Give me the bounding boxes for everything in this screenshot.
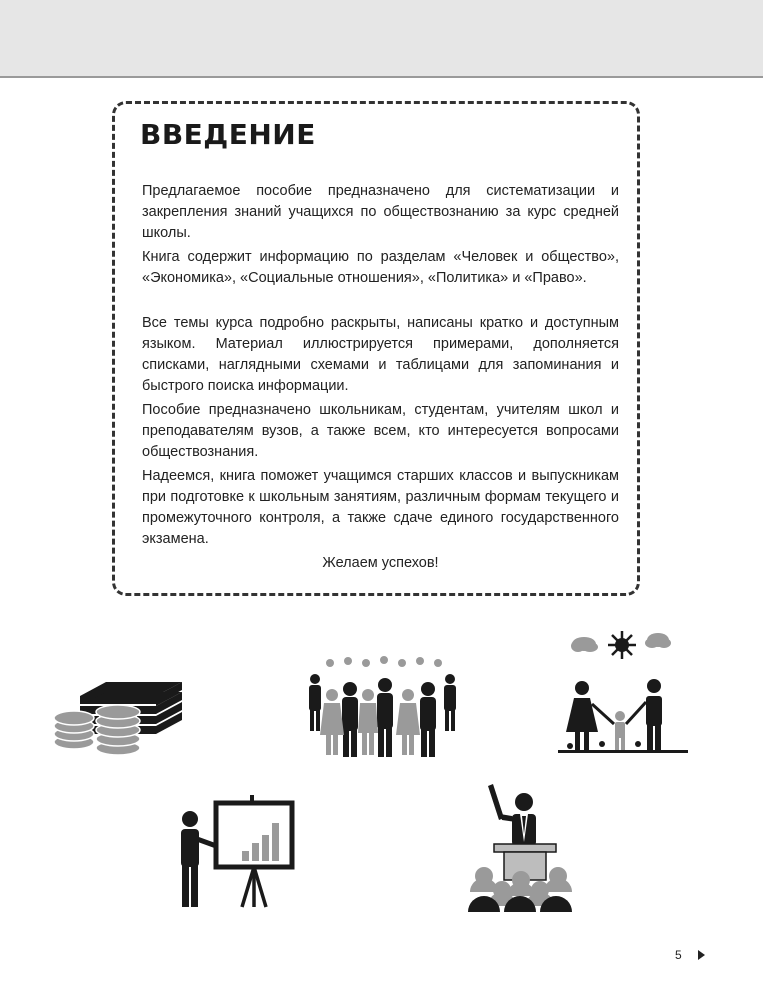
speaker-podium-icon (466, 780, 576, 915)
crowd-icon (300, 655, 470, 760)
closing-wish: Желаем успехов! (322, 555, 439, 571)
intro-paragraph: Книга содержит информацию по разделам «Человек и общество», «Экономика», «Социальные отношения», «Политика» и «Право». (142, 249, 619, 286)
page-number: 5 (675, 948, 682, 962)
header-band (0, 0, 763, 78)
intro-paragraph: Надеемся, книга поможет учащимся старших классов и выпускникам при подготовке к школьным занятиям, различным формам текущего и промежуточного контроля, а также сдаче единого государственного экзамена. (142, 468, 619, 547)
triangle-right-icon[interactable] (698, 950, 705, 960)
intro-paragraph: Пособие предназначено школьникам, студентам, учителям школ и преподавателям вузов, а также всем, кто интересуется вопросами обществознания. (142, 402, 619, 460)
money-stack-icon (52, 660, 187, 760)
family-icon (558, 628, 688, 758)
intro-paragraph: Все темы курса подробно раскрыты, написаны кратко и доступным языком. Материал иллюстрируется примерами, дополняется списками, наглядными схемами и таблицами для запоминания и быстрого поиска информации. (142, 315, 619, 394)
intro-title: ВВЕДЕНИЕ (140, 118, 316, 151)
presenter-chart-icon (170, 795, 305, 910)
intro-paragraph: Предлагаемое пособие предназначено для систематизации и закрепления знаний учащихся по обществознанию за курс средней школы. (142, 183, 619, 241)
